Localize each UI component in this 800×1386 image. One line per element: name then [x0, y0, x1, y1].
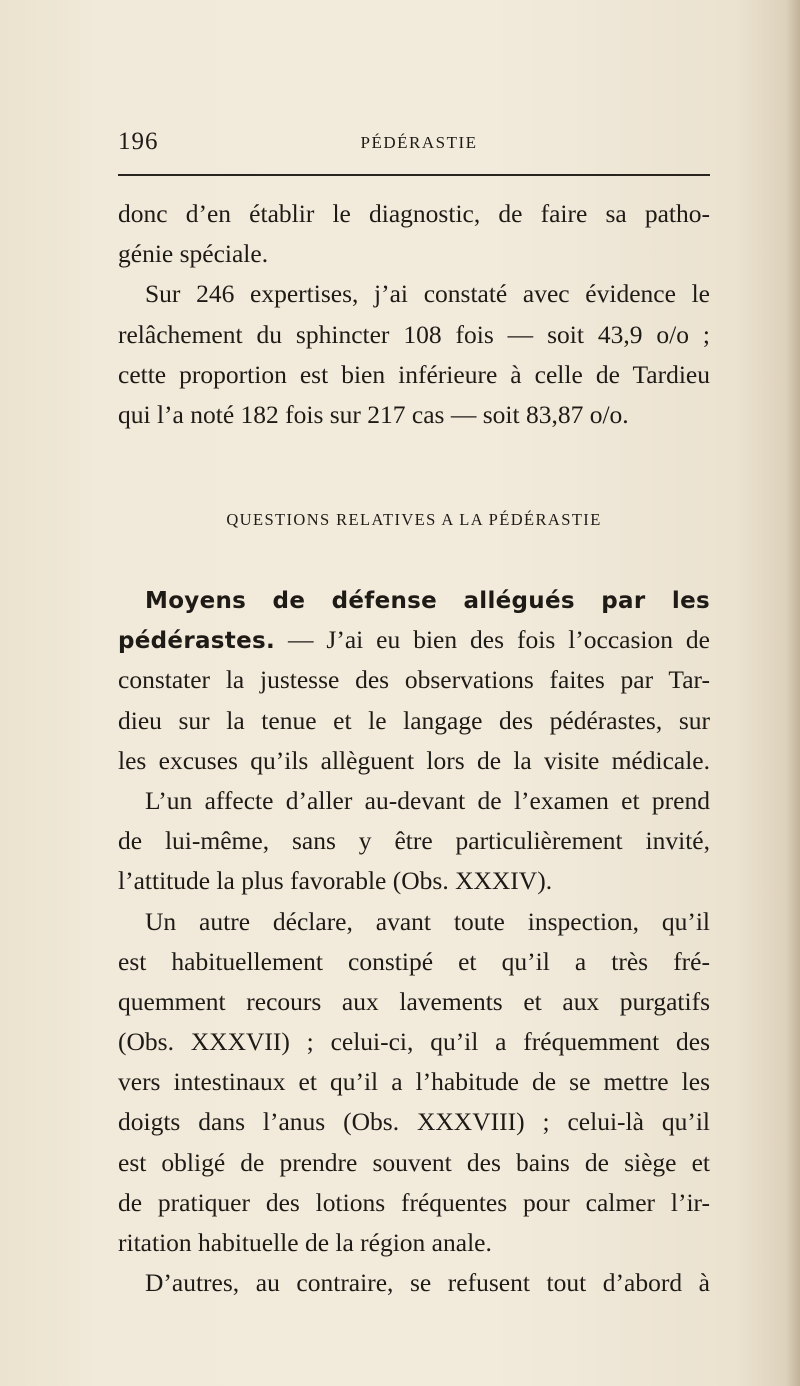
- bold-heading-part2: pédérastes.: [118, 628, 276, 655]
- text-line: de lui-même, sans y être particulièrement invité,: [118, 826, 710, 856]
- page-number: 196: [118, 128, 159, 155]
- text-line: est habituellement constipé et qu’il a très fré-: [118, 946, 710, 976]
- text-line: cette proportion est bien inférieure à celle de Tardieu: [118, 359, 710, 389]
- text-line: Sur 246 expertises, j’ai constaté avec évidence le: [145, 279, 710, 309]
- text-line: Un autre déclare, avant toute inspection, qu’il: [145, 906, 710, 936]
- paragraph-main: [118, 580, 710, 1303]
- text-line: vers intestinaux et qu’il a l’habitude de se mettre les: [118, 1067, 710, 1097]
- text-line: L’un affecte d’aller au-devant de l’examen et prend: [145, 785, 710, 815]
- running-head: [118, 128, 710, 158]
- text-line: relâchement du sphincter 108 fois — soit 43,9 o/o ;: [118, 319, 710, 349]
- running-title: PÉDÉRASTIE: [360, 133, 478, 152]
- text-line: qui l’a noté 182 fois sur 217 cas — soit 83,87 o/o.: [118, 399, 629, 429]
- text-line: de pratiquer des lotions fréquentes pour calmer l’ir-: [118, 1187, 710, 1217]
- text-line: dieu sur la tenue et le langage des pédérastes, sur: [118, 705, 710, 735]
- paragraph-top: [118, 194, 710, 435]
- bold-heading-part1: Moyens de défense allégués par les: [145, 588, 710, 614]
- text-fragment: — J’ai eu bien des fois l’occasion de: [275, 625, 710, 655]
- text-line: quemment recours aux lavements et aux purgatifs: [118, 986, 710, 1016]
- text-line: D’autres, au contraire, se refusent tout d’abord à: [145, 1268, 710, 1298]
- section-heading: QUESTIONS RELATIVES A LA PÉDÉRASTIE: [226, 510, 602, 529]
- text-line: (Obs. XXXVII) ; celui-ci, qu’il a fréquemment des: [118, 1027, 710, 1057]
- text-line: génie spéciale.: [118, 239, 269, 269]
- text-line: [118, 580, 710, 620]
- text-line: doigts dans l’anus (Obs. XXXVIII) ; celui-là qu’il: [118, 1107, 710, 1137]
- text-line: [118, 620, 710, 660]
- text-line: est obligé de prendre souvent des bains de siège et: [118, 1147, 710, 1177]
- text-line: constater la justesse des observations faites par Tar-: [118, 665, 710, 695]
- page-edge-shadow: [786, 0, 800, 1386]
- text-line: donc d’en établir le diagnostic, de faire sa patho-: [118, 199, 710, 228]
- text-line: les excuses qu’ils allèguent lors de la visite médicale.: [118, 745, 710, 775]
- text-line: ritation habituelle de la région anale.: [118, 1228, 492, 1257]
- header-rule: [118, 174, 710, 176]
- text-line: l’attitude la plus favorable (Obs. XXXIV).: [118, 866, 553, 896]
